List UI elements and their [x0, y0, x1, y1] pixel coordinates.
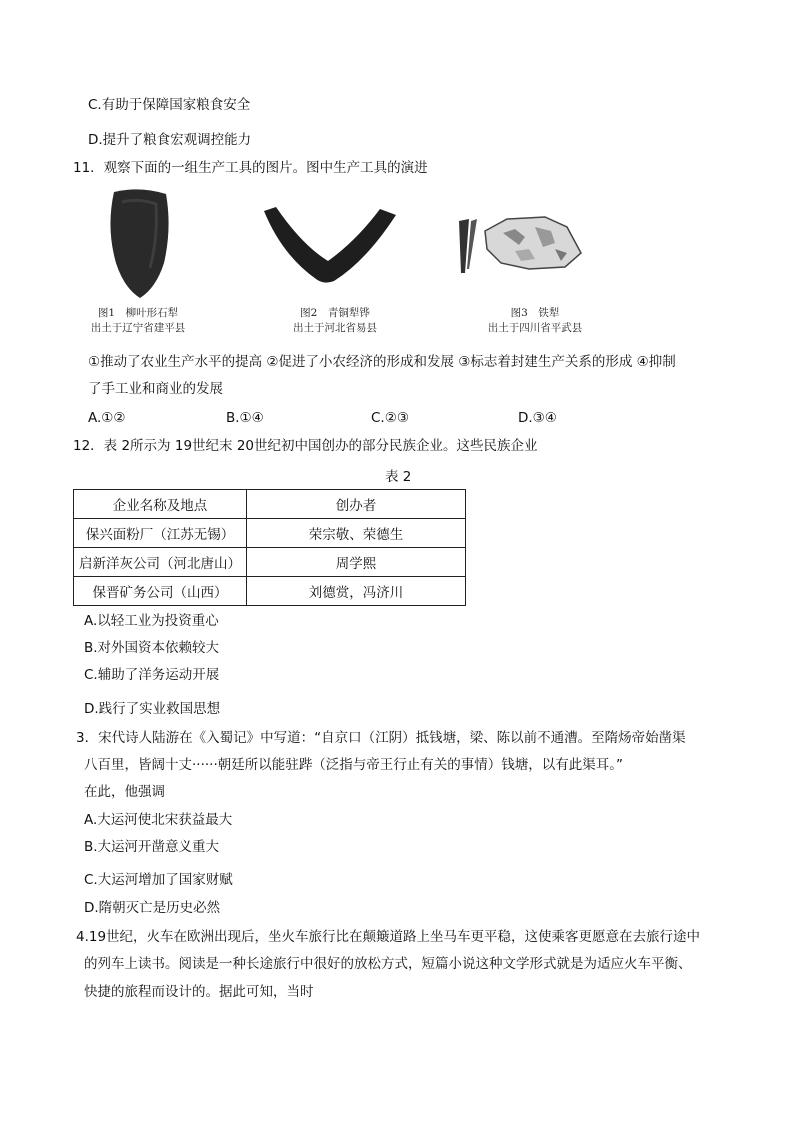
- q11-options: [0, 409, 793, 429]
- q12-option-a: A.以轻工业为投资重心: [84, 613, 219, 629]
- fig2-caption-title: 图2 青铜犁铧: [300, 307, 370, 319]
- table-cell: 刘德赏，冯济川: [247, 577, 466, 606]
- q10-option-d: D.提升了粮食宏观调控能力: [88, 132, 252, 148]
- table-caption: 表 2: [385, 469, 412, 485]
- fig2-caption-origin: 出土于河北省易县: [293, 322, 377, 334]
- q3-option-b: B.大运河开凿意义重大: [84, 839, 220, 855]
- table-row: [74, 548, 466, 577]
- q12-option-c: C.辅助了洋务运动开展: [84, 667, 220, 683]
- q12-stem: 12．表 2所示为 19世纪末 20世纪初中国创办的部分民族企业。这些民族企业: [73, 438, 538, 454]
- q3-stem-line1: 3．宋代诗人陆游在《入蜀记》中写道：“自京口（江阴）抵钱塘，梁、陈以前不通漕。至隋炀帝始凿渠: [76, 730, 686, 746]
- q12-option-b: B.对外国资本依赖较大: [84, 640, 220, 656]
- q11-option-b: B.①④: [226, 410, 264, 426]
- fig3-caption-origin: 出土于四川省平武县: [487, 322, 583, 334]
- q11-option-c: C.②③: [371, 410, 409, 426]
- bronze-plough-image: [262, 205, 398, 285]
- table-cell: 保晋矿务公司（山西）: [74, 577, 247, 606]
- q3-stem-line2: 八百里，皆阔十丈······朝廷所以能驻跸（泛指与帝王行止有关的事情）钱塘，以有此渠耳。”: [84, 757, 623, 773]
- q3-option-d: D.隋朝灭亡是历史必然: [84, 900, 221, 916]
- table-header-row: [74, 490, 466, 519]
- q3-option-a: A.大运河使北宋获益最大: [84, 812, 233, 828]
- q12-option-d: D.践行了实业救国思想: [84, 701, 221, 717]
- table-cell: 荣宗敬、荣德生: [247, 519, 466, 548]
- table-cell: 周学熙: [247, 548, 466, 577]
- table-row: [74, 519, 466, 548]
- table-header-cell: 创办者: [247, 490, 466, 519]
- q3-stem-line3: 在此，他强调: [84, 784, 165, 800]
- stone-plough-image: [104, 188, 174, 303]
- table-header-cell: 企业名称及地点: [74, 490, 247, 519]
- q10-option-c: C.有助于保障国家粮食安全: [88, 97, 251, 113]
- q3-option-c: C.大运河增加了国家财赋: [84, 872, 233, 888]
- iron-plough-image: [455, 213, 585, 277]
- table-cell: 启新洋灰公司（河北唐山）: [74, 548, 247, 577]
- fig1-caption-title: 图1 柳叶形石犁: [97, 307, 179, 319]
- q4-stem-line1: 4.19世纪，火车在欧洲出现后，坐火车旅行比在颠簸道路上坐马车更平稳，这使乘客更愿意在去旅行途中: [76, 929, 701, 945]
- q11-statements-line2: 了手工业和商业的发展: [88, 381, 223, 397]
- q4-stem-line2: 的列车上读书。阅读是一种长途旅行中很好的放松方式，短篇小说这种文学形式就是为适应火车平衡、: [84, 956, 692, 972]
- enterprise-table: [73, 489, 466, 606]
- table-row: [74, 577, 466, 606]
- q11-option-d: D.③④: [518, 410, 557, 426]
- q4-stem-line3: 快捷的旅程而设计的。据此可知，当时: [84, 984, 314, 1000]
- q11-option-a: A.①②: [88, 410, 126, 426]
- table-cell: 保兴面粉厂（江苏无锡）: [74, 519, 247, 548]
- fig3-caption-title: 图3 铁犁: [510, 307, 560, 319]
- q11-stem: 11．观察下面的一组生产工具的图片。图中生产工具的演进: [73, 160, 428, 176]
- fig1-caption-origin: 出土于辽宁省建平县: [90, 322, 186, 334]
- q11-statements-line1: ①推动了农业生产水平的提高 ②促进了小农经济的形成和发展 ③标志着封建生产关系的形成 ④抑制: [88, 354, 676, 370]
